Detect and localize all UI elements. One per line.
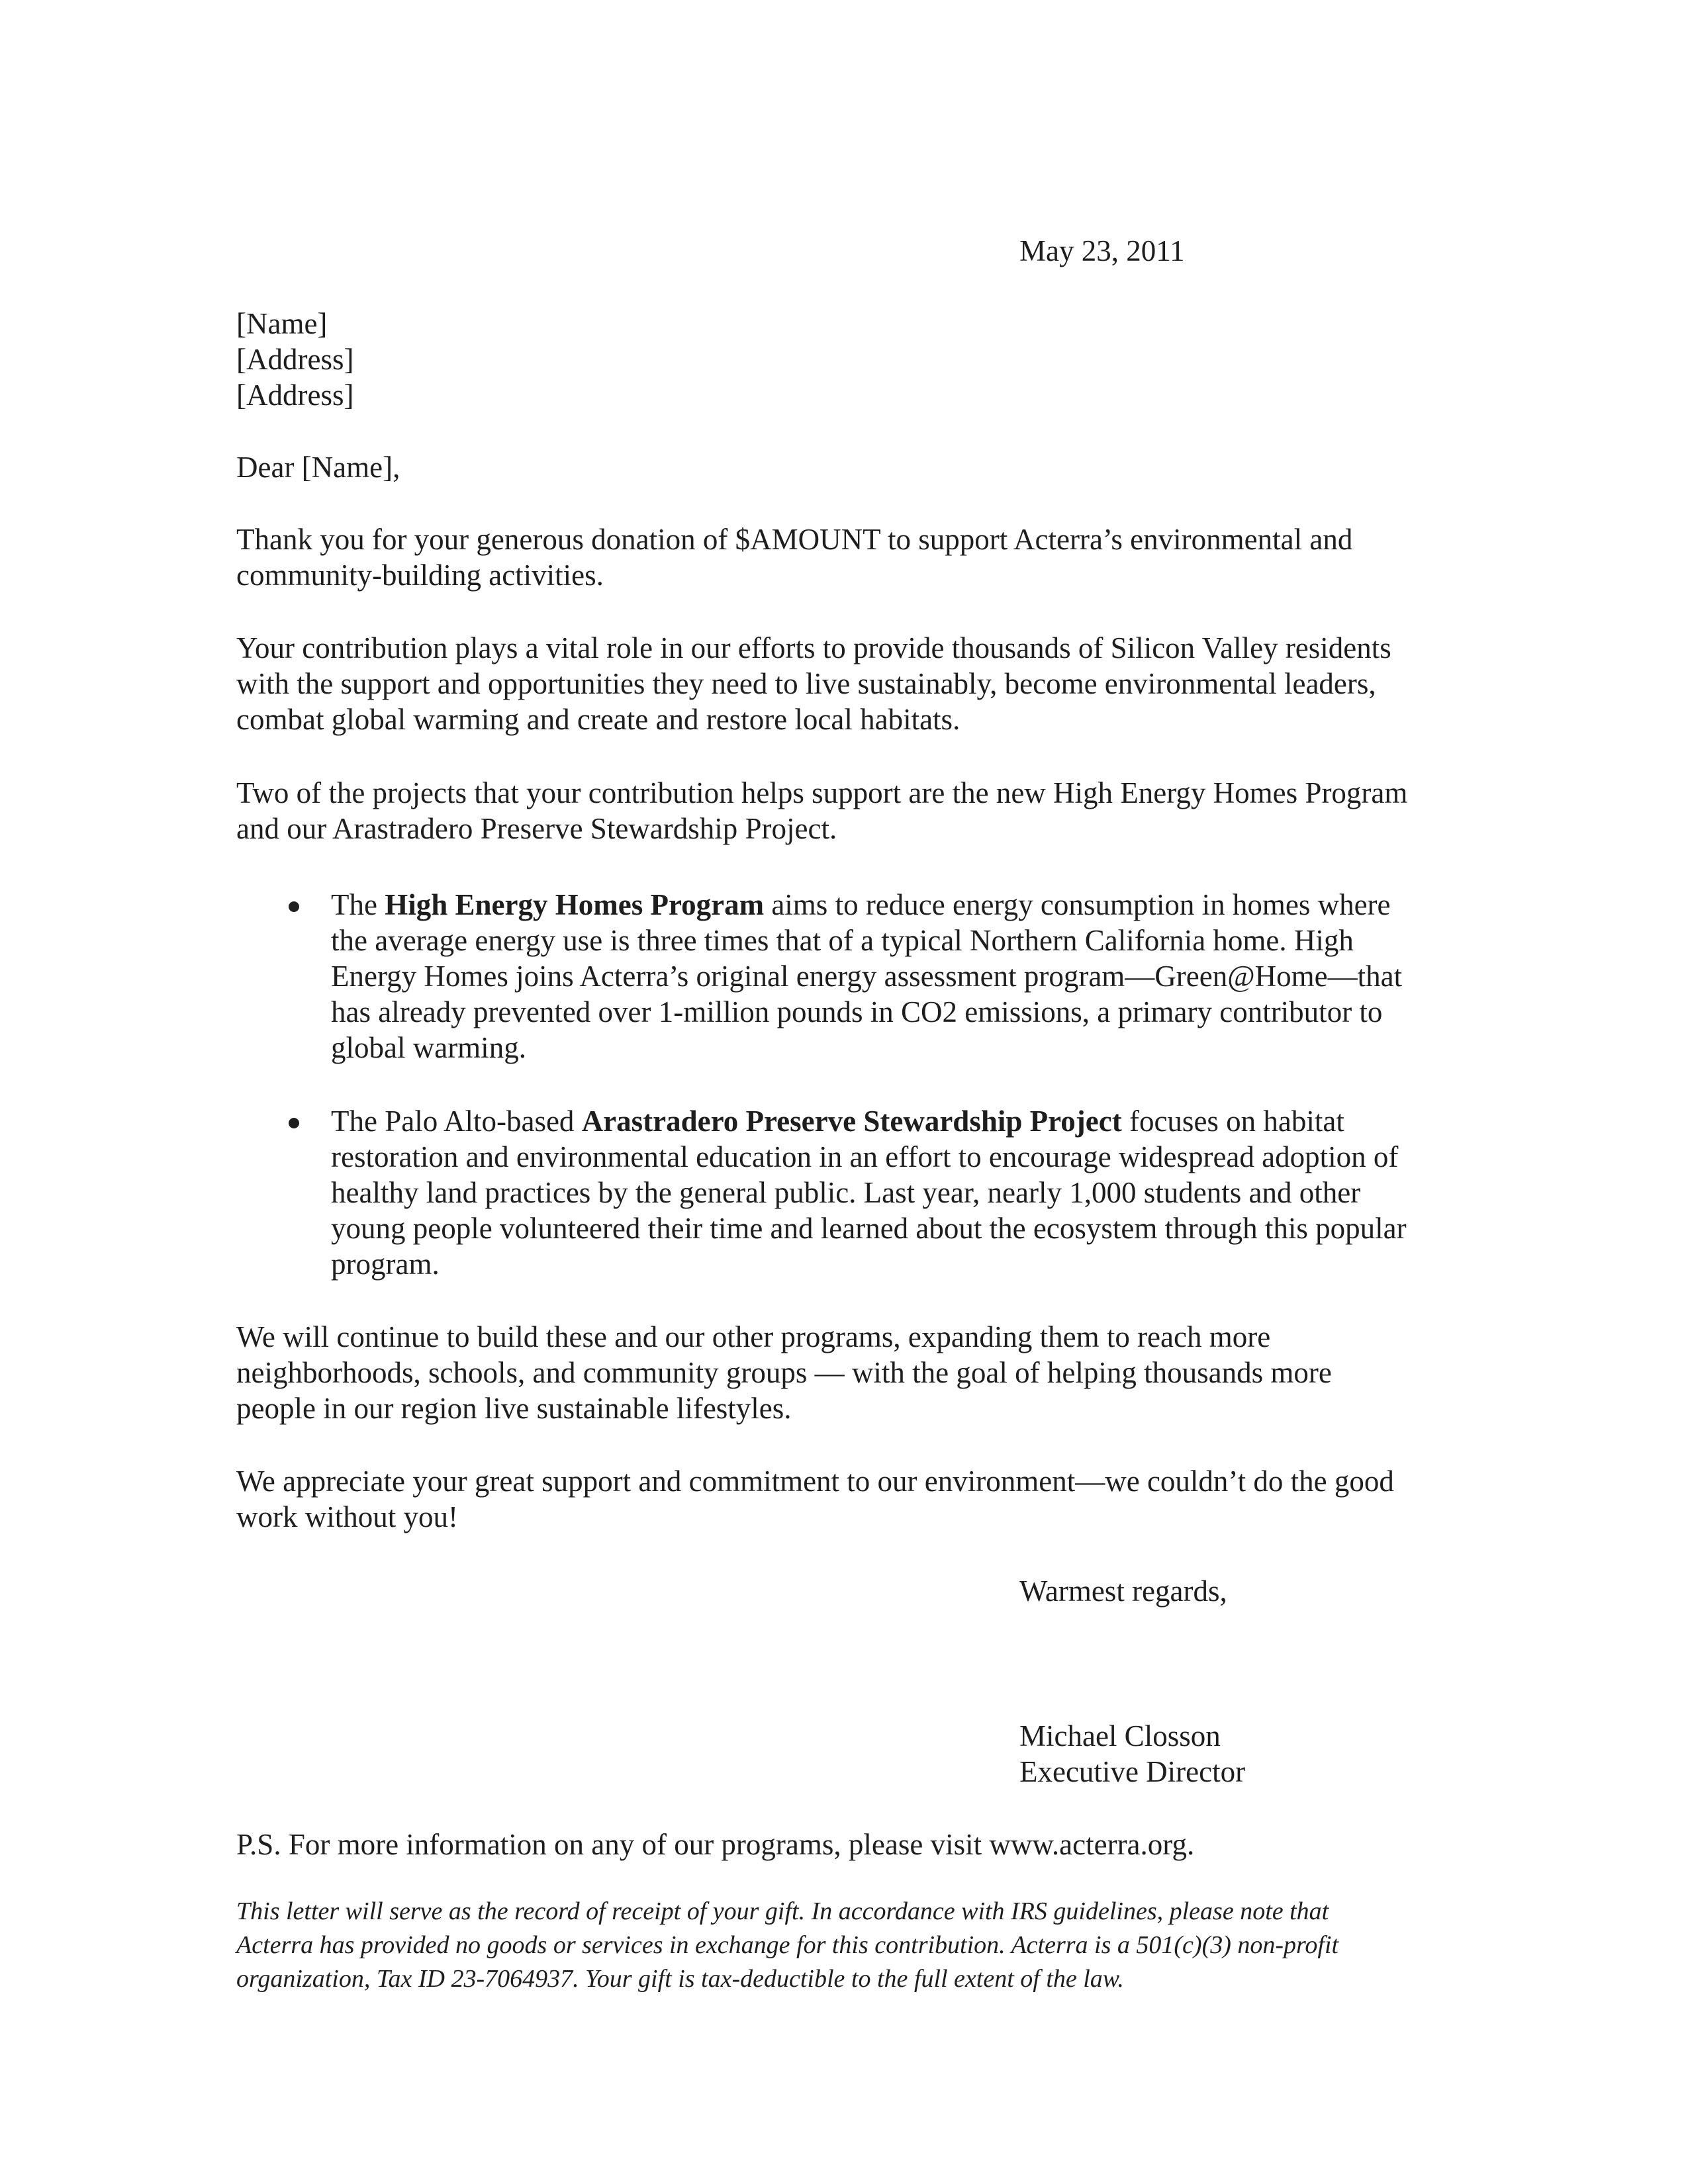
- bullet-text: aims to reduce energy consumption in homes where: [764, 888, 1391, 921]
- paragraph-appreciate: [236, 1463, 1494, 1535]
- paragraph-thank-you: [236, 522, 1494, 593]
- paragraph-continue: [236, 1319, 1494, 1426]
- closing-text: Warmest regards,: [1019, 1574, 1227, 1608]
- recipient-block: [236, 306, 1494, 413]
- salutation: [236, 449, 1494, 485]
- paragraph-line: and our Arastradero Preserve Stewardship Project.: [236, 812, 837, 845]
- footnote-line: Acterra has provided no goods or services in exchange for this contribution. Acterra is a 501(c)(3) non-profit: [236, 1931, 1339, 1959]
- bullet-text: The Palo Alto-based: [331, 1105, 582, 1138]
- postscript: [236, 1827, 1494, 1862]
- bullet-line: program.: [331, 1248, 440, 1281]
- bullet-text: The: [331, 888, 385, 921]
- recipient-address-2: [Address]: [236, 379, 354, 412]
- bullet-icon: [289, 1118, 299, 1128]
- paragraph-line: community-building activities.: [236, 559, 604, 592]
- footnote-line: This letter will serve as the record of receipt of your gift. In accordance with IRS guidelines, please note that: [236, 1897, 1329, 1925]
- bullet-line: young people volunteered their time and learned about the ecosystem through this popular: [331, 1212, 1407, 1245]
- paragraph-line: Your contribution plays a vital role in our efforts to provide thousands of Silicon Valley residents: [236, 631, 1391, 664]
- paragraph-line: We will continue to build these and our other programs, expanding them to reach more: [236, 1320, 1271, 1353]
- bullet-arastradero: [331, 1103, 1496, 1282]
- bullet-line: restoration and environmental education in an effort to encourage widespread adoption of: [331, 1140, 1399, 1173]
- paragraph-line: Two of the projects that your contribution helps support are the new High Energy Homes Program: [236, 776, 1408, 809]
- paragraph-contribution: [236, 630, 1494, 737]
- paragraph-line: combat global warming and create and restore local habitats.: [236, 703, 961, 736]
- signer-title: Executive Director: [1019, 1755, 1246, 1788]
- paragraph-line: work without you!: [236, 1500, 458, 1533]
- paragraph-line: neighborhoods, schools, and community groups — with the goal of helping thousands more: [236, 1356, 1332, 1389]
- bullet-line: global warming.: [331, 1031, 526, 1064]
- paragraph-line: people in our region live sustainable lifestyles.: [236, 1392, 792, 1425]
- program-name: High Energy Homes Program: [385, 888, 765, 921]
- paragraph-line: with the support and opportunities they need to live sustainably, become environmental leaders,: [236, 667, 1376, 700]
- letter-date: [1019, 233, 1185, 269]
- recipient-name: [Name]: [236, 307, 328, 340]
- date-text: May 23, 2011: [1019, 234, 1185, 267]
- bullet-high-energy-homes: [331, 887, 1496, 1066]
- recipient-address-1: [Address]: [236, 343, 354, 376]
- signature-block: [1019, 1718, 1245, 1790]
- bullet-line: the average energy use is three times that of a typical Northern California home. High: [331, 924, 1354, 957]
- bullet-first-line: [331, 1103, 1496, 1139]
- signer-name: Michael Closson: [1019, 1719, 1221, 1752]
- project-name: Arastradero Preserve Stewardship Project: [581, 1105, 1122, 1138]
- bullet-icon: [289, 901, 299, 912]
- tax-receipt-footnote: [236, 1895, 1494, 1996]
- salutation-text: Dear [Name],: [236, 451, 400, 484]
- bullet-first-line: [331, 887, 1496, 923]
- bullet-line: Energy Homes joins Acterra’s original energy assessment program—Green@Home—that: [331, 960, 1403, 993]
- bullet-line: healthy land practices by the general public. Last year, nearly 1,000 students and other: [331, 1176, 1361, 1209]
- footnote-line: organization, Tax ID 23-7064937. Your gift is tax-deductible to the full extent of the law.: [236, 1965, 1124, 1993]
- paragraph-projects: [236, 775, 1494, 846]
- bullet-text: focuses on habitat: [1121, 1105, 1344, 1138]
- postscript-text: P.S. For more information on any of our programs, please visit www.acterra.org.: [236, 1828, 1195, 1861]
- bullet-line: has already prevented over 1-million pounds in CO2 emissions, a primary contributor to: [331, 995, 1383, 1028]
- closing: [1019, 1573, 1227, 1609]
- paragraph-line: We appreciate your great support and commitment to our environment—we couldn’t do the good: [236, 1465, 1394, 1498]
- paragraph-line: Thank you for your generous donation of $AMOUNT to support Acterra’s environmental and: [236, 523, 1353, 556]
